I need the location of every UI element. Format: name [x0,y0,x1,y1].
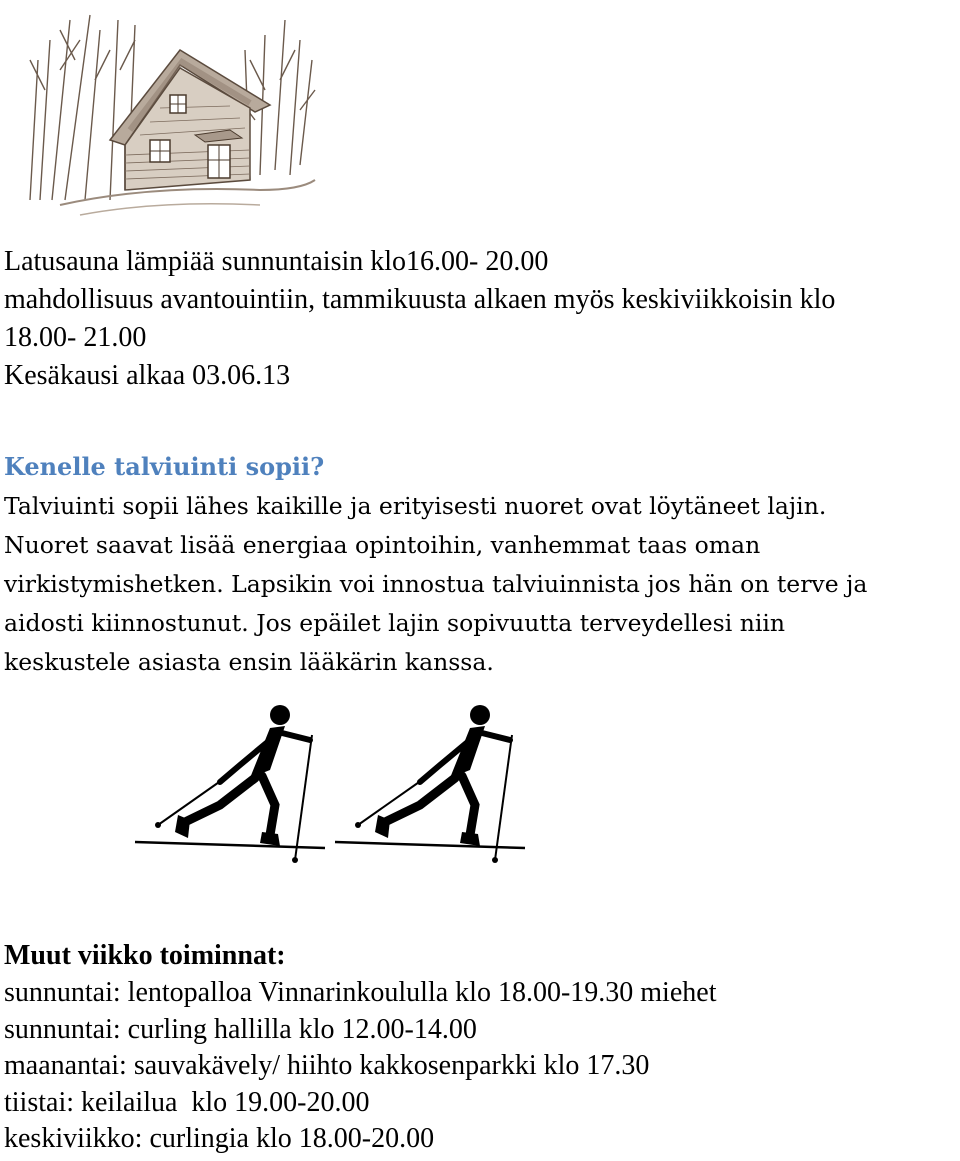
paragraph-line: Nuoret saavat lisää energiaa opintoihin, vanhemmat taas oman [4,531,761,559]
sauna-schedule-text [4,243,959,395]
intro-line: mahdollisuus avantouintiin, tammikuusta alkaen myös keskiviikkoisin klo [4,284,836,315]
paragraph-line: Talviuinti sopii lähes kaikille ja erityisesti nuoret ovat löytäneet lajin. [4,492,827,520]
activity-item: sunnuntai: lentopalloa Vinnarinkoululla klo 18.00-19.30 miehet [4,977,717,1008]
intro-line: Latusauna lämpiää sunnuntaisin klo16.00- 20.00 [4,246,549,277]
paragraph-line: aidosti kiinnostunut. Jos epäilet lajin sopivuutta terveydellesi niin [4,609,785,637]
intro-line: Kesäkausi alkaa 03.06.13 [4,360,291,391]
activity-item: keskiviikko: curlingia klo 18.00-20.00 [4,1123,435,1154]
cabin-sketch-illustration [0,0,320,245]
other-activities-list [4,975,716,1158]
winter-swimming-paragraph [4,487,959,682]
skier-icon [135,705,325,863]
winter-swimming-heading: Kenelle talviuinti sopii? [4,452,325,481]
activity-item: tiistai: keilailua klo 19.00-20.00 [4,1086,370,1118]
paragraph-line: keskustele asiasta ensin lääkärin kanssa. [4,648,494,676]
cross-country-skiers-illustration [130,700,540,870]
intro-line: 18.00- 21.00 [4,322,147,353]
skier-icon [335,705,525,863]
activity-item: sunnuntai: curling hallilla klo 12.00-14.00 [4,1013,477,1045]
activity-item: maanantai: sauvakävely/ hiihto kakkosenparkki klo 17.30 [4,1050,650,1081]
paragraph-line: virkistymishetken. Lapsikin voi innostua talviuinnista jos hän on terve ja [4,570,868,598]
other-activities-title: Muut viikko toiminnat: [4,940,286,971]
